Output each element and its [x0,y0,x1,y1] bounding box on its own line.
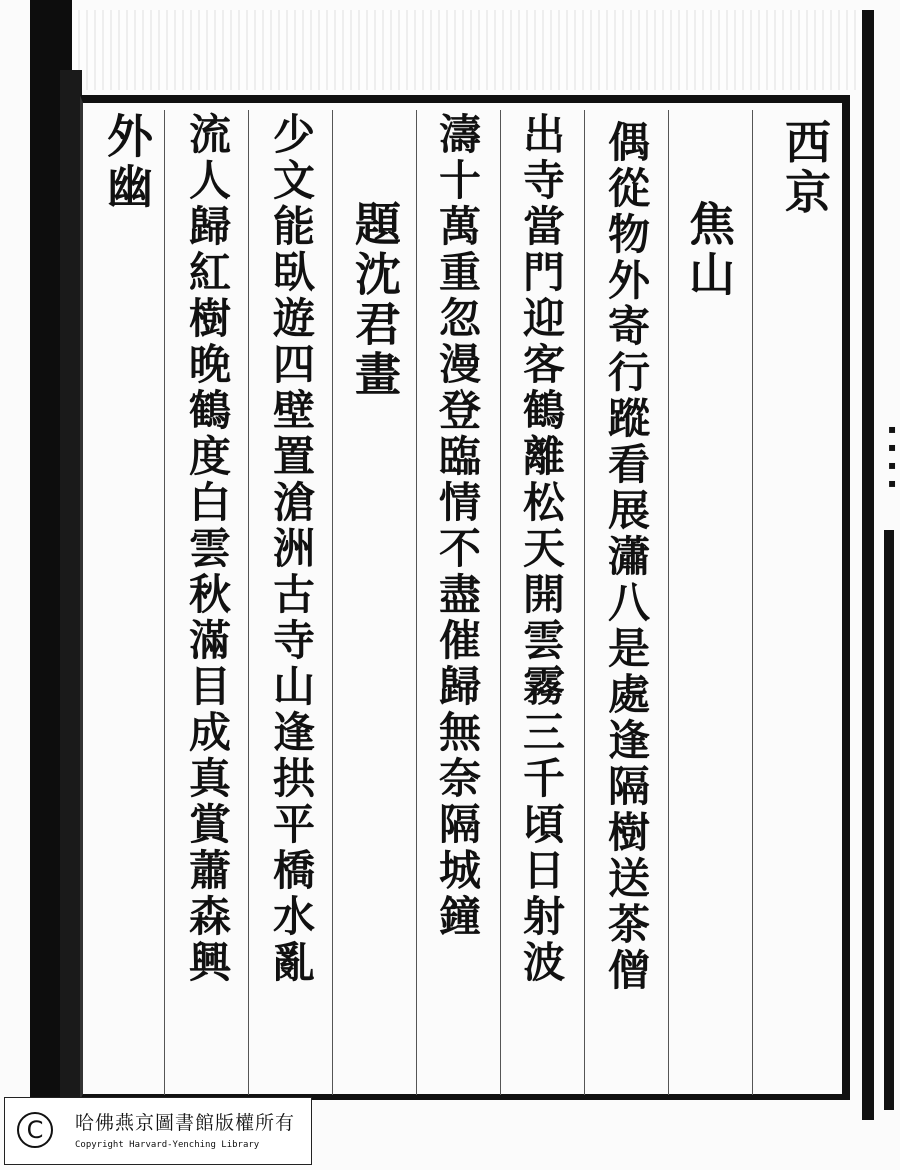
column-rule [248,110,249,1095]
column-rule [752,110,753,1095]
poem-line: 出寺當門迎客鶴離松天開雲霧三千頃日射波 [517,112,566,986]
column-rule [332,110,333,1095]
edge-label: 外幽 [100,112,154,212]
column-rule [164,110,165,1095]
right-binding-edge [862,10,874,1120]
left-binding-shadow [60,70,82,1100]
running-head: 西京 [778,118,832,218]
copyright-icon: C [17,1112,53,1148]
top-margin-texture [40,10,870,90]
poem-line: 流人歸紅樹晚鶴度白雲秋滿目成真賞蕭森興 [183,112,232,986]
right-outer-edge [884,530,894,1110]
copyright-chinese: 哈佛燕京圖書館版權所有 [75,1112,296,1134]
copyright-english: Copyright Harvard-Yenching Library [75,1140,260,1150]
column-rule [500,110,501,1095]
section-title-shen: 題沈君畫 [348,200,402,400]
poem-line: 濤十萬重忽漫登臨情不盡催歸無奈隔城鐘 [433,112,482,940]
margin-marks: ▪ ▪ ▪ ▪ [888,422,897,490]
column-rule [668,110,669,1095]
column-rule [584,110,585,1095]
poem-line: 偶從物外寄行蹤看展瀟八是處逢隔樹送茶僧 [602,120,651,994]
section-title-jiaoshan: 焦山 [682,200,736,300]
poem-line: 少文能臥遊四壁置滄洲古寺山逢拱平橋水亂 [267,112,316,986]
column-rule [416,110,417,1095]
copyright-stamp [4,1097,312,1165]
